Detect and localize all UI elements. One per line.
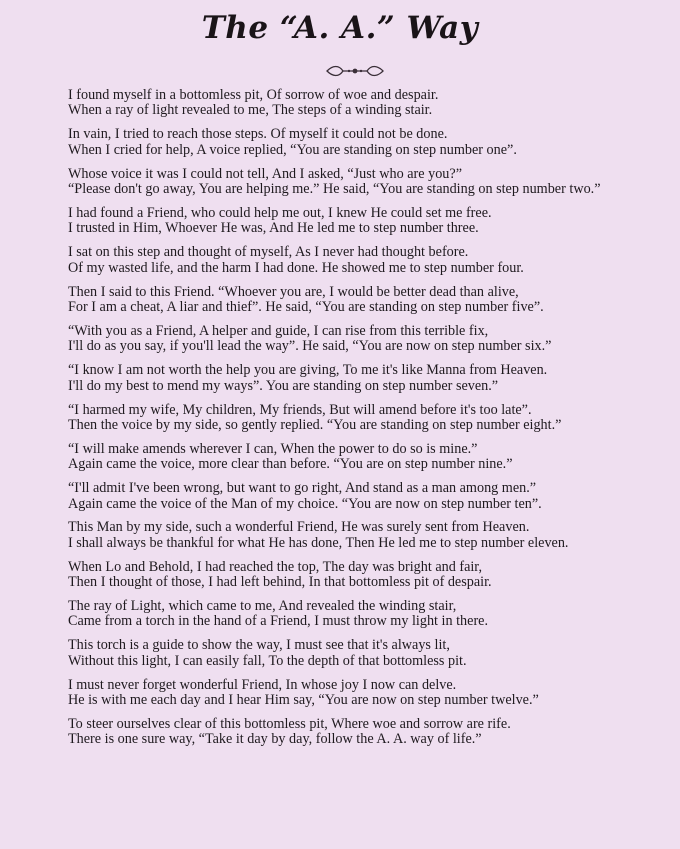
stanza <box>68 127 668 158</box>
poem-line: “I'll admit I've been wrong, but want to go right, And stand as a man among men.” <box>68 480 537 497</box>
scroll-ornament-icon <box>325 64 385 78</box>
poem-line: I found myself in a bottomless pit, Of sorrow of woe and despair. <box>68 87 439 103</box>
poem-line: This torch is a guide to show the way, I must see that it's always lit, <box>68 637 450 654</box>
poem-line: When Lo and Behold, I had reached the top, The day was bright and fair, <box>68 558 483 575</box>
poem-line: “I harmed my wife, My children, My friends, But will amend before it's too late”. <box>68 401 532 418</box>
poem-line: I had found a Friend, who could help me out, I knew He could set me free. <box>68 204 492 221</box>
poem-line: Then I said to this Friend. “Whoever you are, I would be better dead than alive, <box>68 283 519 300</box>
poem-line: I trusted in Him, Whoever He was, And He led me to step number three. <box>68 220 479 237</box>
poem-line: Of my wasted life, and the harm I had done. He showed me to step number four. <box>68 259 524 276</box>
page-title: The “A. A.” Way <box>201 10 479 46</box>
stanza <box>68 560 668 591</box>
poem-line: “Please don't go away, You are helping me.” He said, “You are standing on step number two.” <box>68 181 601 198</box>
poem-line: When I cried for help, A voice replied, “You are standing on step number one”. <box>68 141 517 158</box>
poem-line: When a ray of light revealed to me, The steps of a winding stair. <box>68 102 433 119</box>
poem-line: Again came the voice, more clear than before. “You are on step number nine.” <box>68 456 513 473</box>
poem-line: I shall always be thankful for what He has done, Then He led me to step number eleven. <box>68 534 569 551</box>
poem-line: In vain, I tried to reach those steps. Of myself it could not be done. <box>68 126 448 143</box>
poem-line: Then the voice by my side, so gently replied. “You are standing on step number eight.” <box>68 416 562 433</box>
stanza <box>68 481 668 512</box>
stanza <box>68 324 668 355</box>
poem-line: The ray of Light, which came to me, And revealed the winding stair, <box>68 598 457 615</box>
stanza <box>68 285 668 316</box>
poem-line: Whose voice it was I could not tell, And I asked, “Just who are you?” <box>68 165 462 182</box>
stanza <box>68 717 668 748</box>
poem-line: Without this light, I can easily fall, To the depth of that bottomless pit. <box>68 652 467 669</box>
stanza <box>68 245 668 276</box>
poem-line: There is one sure way, “Take it day by day, follow the A. A. way of life.” <box>68 731 482 748</box>
stanza <box>68 678 668 709</box>
poem-line: This Man by my side, such a wonderful Friend, He was surely sent from Heaven. <box>68 519 530 536</box>
poem-line: I'll do my best to mend my ways”. You are standing on step number seven.” <box>68 377 499 394</box>
poem-line: I must never forget wonderful Friend, In whose joy I now can delve. <box>68 676 457 693</box>
poem-line: “With you as a Friend, A helper and guide, I can rise from this terrible fix, <box>68 322 489 339</box>
stanza <box>68 363 668 394</box>
poem-line: He is with me each day and I hear Him say, “You are now on step number twelve.” <box>68 692 539 709</box>
poem-body <box>68 88 668 756</box>
stanza <box>68 442 668 473</box>
stanza <box>68 206 668 237</box>
poem-line: Then I thought of those, I had left behind, In that bottomless pit of despair. <box>68 574 492 591</box>
stanza <box>68 638 668 669</box>
poem-line: I'll do as you say, if you'll lead the way”. He said, “You are now on step number six.” <box>68 338 552 355</box>
poem-line: For I am a cheat, A liar and thief”. He said, “You are standing on step number five”. <box>68 298 544 315</box>
poem-line: “I will make amends wherever I can, When the power to do so is mine.” <box>68 440 478 457</box>
poem-line: Again came the voice of the Man of my choice. “You are now on step number ten”. <box>68 495 542 512</box>
stanza <box>68 403 668 434</box>
stanza <box>68 167 668 198</box>
poem-line: Came from a torch in the hand of a Friend, I must throw my light in there. <box>68 613 489 630</box>
stanza <box>68 599 668 630</box>
stanza <box>68 88 668 119</box>
stanza <box>68 520 668 551</box>
poem-line: I sat on this step and thought of myself, As I never had thought before. <box>68 244 469 261</box>
poem-line: “I know I am not worth the help you are giving, To me it's like Manna from Heaven. <box>68 362 548 379</box>
poem-line: To steer ourselves clear of this bottomless pit, Where woe and sorrow are rife. <box>68 716 511 732</box>
